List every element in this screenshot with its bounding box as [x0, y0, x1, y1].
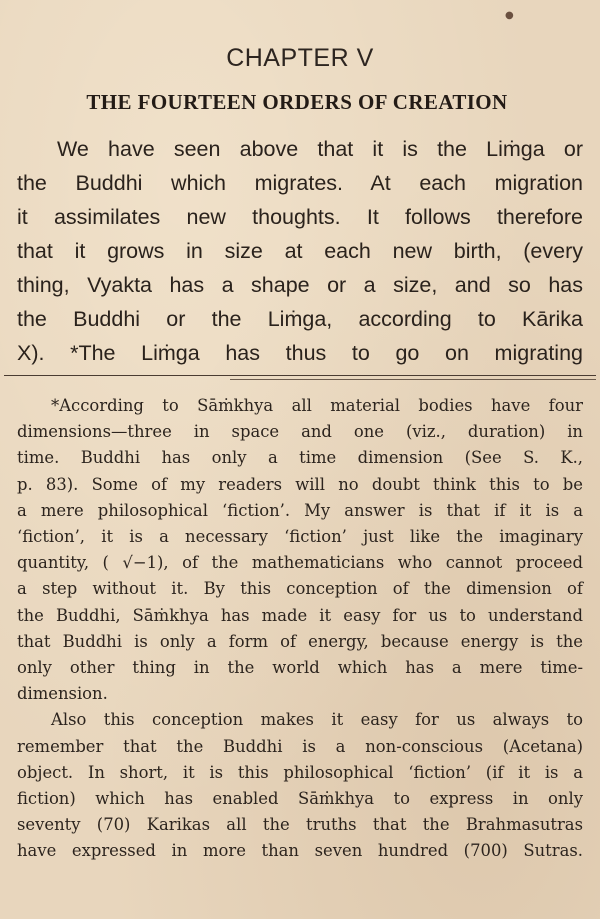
main-text-line: thing, Vyakta has a shape or a size, and so has — [17, 273, 583, 297]
footnote-line: remember that the Buddhi is a non-conscious (Acetana) — [17, 736, 583, 756]
footnote-line: ‘fiction’, it is a necessary ‘fiction’ just like the imaginary — [17, 527, 583, 547]
footnote-line: time. Buddhi has only a time dimension (See S. K., — [17, 448, 583, 468]
footnote-line: dimension. — [17, 684, 108, 704]
footnote-line: have expressed in more than seven hundred (700) Sutras. — [17, 841, 583, 861]
footnote-divider — [4, 375, 596, 376]
footnote-line: only other thing in the world which has a mere time- — [17, 658, 583, 678]
main-text-line: the Buddhi which migrates. At each migration — [17, 171, 583, 195]
footnote-divider-secondary — [230, 379, 596, 380]
footnote-line: quantity, ( √−1), of the mathematicians who cannot proceed — [17, 553, 583, 573]
footnote-line: that Buddhi is only a form of energy, because energy is the — [17, 631, 583, 651]
main-text-line: the Buddhi or the Liṁga, according to Kārika — [17, 307, 583, 331]
footnote-line: seventy (70) Karikas all the truths that the Brahmasutras — [17, 815, 583, 835]
footnote-line: dimensions—three in space and one (viz., duration) in — [17, 422, 583, 442]
page-blemish-mark: ● — [505, 10, 514, 21]
footnote-block — [17, 393, 583, 865]
main-text-line: X). *The Liṁga has thus to go on migrating — [17, 341, 583, 365]
footnote-line: *According to Sāṁkhya all material bodies have four — [51, 396, 583, 415]
footnote-line: object. In short, it is this philosophical ‘fiction’ (if it is a — [17, 762, 583, 782]
main-text-line: We have seen above that it is the Liṁga or — [57, 137, 583, 161]
chapter-number: CHAPTER V — [226, 44, 374, 72]
main-text-line: that it grows in size at each new birth, (every — [17, 239, 583, 263]
footnote-line: a step without it. By this conception of the dimension of — [17, 579, 583, 599]
footnote-line: p. 83). Some of my readers will no doubt think this to be — [17, 474, 583, 494]
footnote-line: fiction) which has enabled Sāṁkhya to express in only — [17, 789, 583, 809]
main-text-line: it assimilates new thoughts. It follows therefore — [17, 205, 583, 229]
footnote-line: the Buddhi, Sāṁkhya has made it easy for us to understand — [17, 605, 583, 625]
main-paragraph — [17, 132, 583, 370]
chapter-title: THE FOURTEEN ORDERS OF CREATION — [86, 90, 508, 114]
footnote-line: a mere philosophical ‘fiction’. My answer is that if it is a — [17, 500, 583, 520]
footnote-line: Also this conception makes it easy for us always to — [51, 710, 583, 730]
